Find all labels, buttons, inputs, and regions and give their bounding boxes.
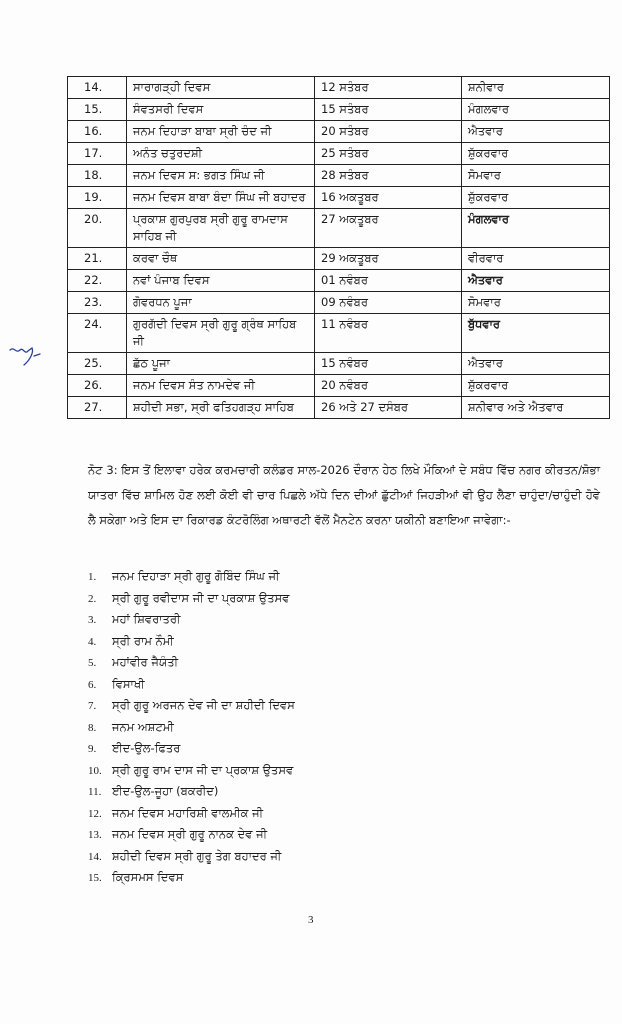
- list-item-number: 11.: [88, 786, 102, 798]
- holiday-name-cell: ਜਨਮ ਦਿਵਸ ਸ: ਭਗਤ ਸਿੰਘ ਜੀ: [127, 165, 315, 187]
- weekday-cell: ਸ਼ਨੀਵਾਰ ਅਤੇ ਐਤਵਾਰ: [462, 397, 610, 419]
- date-cell: 27 ਅਕਤੂਬਰ: [315, 209, 462, 248]
- holiday-name-cell: ਜਨਮ ਦਿਵਸ ਸੰਤ ਨਾਮਦੇਵ ਜੀ: [127, 375, 315, 397]
- date-cell: 09 ਨਵੰਬਰ: [315, 292, 462, 314]
- list-item-number: 15.: [88, 872, 102, 884]
- holiday-name-cell: ਗੁਰਗੱਦੀ ਦਿਵਸ ਸ੍ਰੀ ਗੁਰੂ ਗ੍ਰੰਥ ਸਾਹਿਬ ਜੀ: [127, 314, 315, 353]
- table-row: [68, 353, 610, 375]
- serial-cell: 15.: [68, 99, 127, 121]
- serial-cell: 18.: [68, 165, 127, 187]
- holiday-name-cell: ਜਨਮ ਦਿਵਸ ਬਾਬਾ ਬੰਦਾ ਸਿੰਘ ਜੀ ਬਹਾਦਰ: [127, 187, 315, 209]
- serial-cell: 19.: [68, 187, 127, 209]
- list-item: [88, 738, 295, 760]
- date-cell: 25 ਸਤੰਬਰ: [315, 143, 462, 165]
- list-item-number: 6.: [88, 678, 97, 691]
- list-item-number: 5.: [88, 657, 97, 669]
- serial-cell: 20.: [68, 209, 127, 248]
- date-cell: 29 ਅਕਤੂਬਰ: [315, 248, 462, 270]
- holiday-name-cell: ਛੱਠ ਪੂਜਾ: [127, 353, 315, 375]
- table-row: [68, 292, 610, 314]
- list-item: [88, 781, 295, 803]
- handwritten-signature: [4, 338, 44, 372]
- list-item: [88, 652, 295, 674]
- weekday-cell: ਸ਼ੁੱਕਰਵਾਰ: [462, 187, 610, 209]
- list-item-number: 7.: [88, 700, 97, 712]
- serial-cell: 27.: [68, 397, 127, 419]
- list-item: [88, 674, 295, 696]
- list-item-text: ਸ੍ਰੀ ਗੁਰੂ ਰਾਮ ਦਾਸ ਜੀ ਦਾ ਪ੍ਰਕਾਸ਼ ਉਤਸਵ: [112, 762, 294, 777]
- date-cell: 01 ਨਵੰਬਰ: [315, 270, 462, 292]
- date-cell: 28 ਸਤੰਬਰ: [315, 165, 462, 187]
- list-item-number: 8.: [88, 721, 97, 734]
- weekday-cell: ਸ਼ੁੱਕਰਵਾਰ: [462, 143, 610, 165]
- list-item-text: ਈਦ-ਉਲ-ਜੂਹਾ (ਬਕਰੀਦ): [112, 784, 219, 798]
- list-item-number: 13.: [88, 829, 102, 841]
- table-row: [68, 121, 610, 143]
- table-row: [68, 314, 610, 353]
- list-item: [88, 588, 295, 610]
- serial-cell: 17.: [68, 143, 127, 165]
- list-item: [88, 824, 295, 846]
- weekday-cell: ਸ਼ਨੀਵਾਰ: [462, 77, 610, 99]
- list-item-text: ਸ੍ਰੀ ਗੁਰੂ ਰਵੀਦਾਸ ਜੀ ਦਾ ਪ੍ਰਕਾਸ਼ ਉਤਸਵ: [112, 590, 290, 605]
- serial-cell: 22.: [68, 270, 127, 292]
- list-item-text: ਵਿਸਾਖੀ: [112, 676, 145, 691]
- list-item: [88, 717, 295, 739]
- date-cell: 15 ਸਤੰਬਰ: [315, 99, 462, 121]
- date-cell: 16 ਅਕਤੂਬਰ: [315, 187, 462, 209]
- date-cell: 20 ਨਵੰਬਰ: [315, 375, 462, 397]
- weekday-cell: ਐਤਵਾਰ: [462, 353, 610, 375]
- list-item-text: ਜਨਮ ਅਸ਼ਟਮੀ: [112, 719, 174, 734]
- list-item-number: 2.: [88, 592, 97, 605]
- list-item-number: 9.: [88, 743, 97, 755]
- list-item-number: 10.: [88, 764, 102, 777]
- list-item-number: 12.: [88, 807, 102, 820]
- weekday-cell: ਸੋਮਵਾਰ: [462, 292, 610, 314]
- list-item-text: ਈਦ-ਉਲ-ਫਿਤਰ: [112, 741, 181, 755]
- list-item-text: ਜਨਮ ਦਿਵਸ ਮਹਾਰਿਸ਼ੀ ਵਾਲਮੀਕ ਜੀ: [112, 805, 264, 820]
- table-row: [68, 209, 610, 248]
- list-item: [88, 609, 295, 631]
- list-item: [88, 760, 295, 782]
- serial-cell: 14.: [68, 77, 127, 99]
- serial-cell: 26.: [68, 375, 127, 397]
- occasion-list: [88, 566, 295, 889]
- serial-cell: 25.: [68, 353, 127, 375]
- date-cell: 15 ਨਵੰਬਰ: [315, 353, 462, 375]
- list-item-number: 14.: [88, 850, 102, 863]
- weekday-cell: ਐਤਵਾਰ: [462, 270, 610, 292]
- holiday-name-cell: ਕਰਵਾ ਚੌਥ: [127, 248, 315, 270]
- table-row: [68, 375, 610, 397]
- weekday-cell: ਸੋਮਵਾਰ: [462, 165, 610, 187]
- weekday-cell: ਮੰਗਲਵਾਰ: [462, 99, 610, 121]
- table-row: [68, 165, 610, 187]
- list-item: [88, 846, 295, 868]
- date-cell: 11 ਨਵੰਬਰ: [315, 314, 462, 353]
- weekday-cell: ਬੁੱਧਵਾਰ: [462, 314, 610, 353]
- serial-cell: 16.: [68, 121, 127, 143]
- serial-cell: 23.: [68, 292, 127, 314]
- date-cell: 26 ਅਤੇ 27 ਦਸੰਬਰ: [315, 397, 462, 419]
- table-row: [68, 99, 610, 121]
- table-row: [68, 187, 610, 209]
- weekday-cell: ਐਤਵਾਰ: [462, 121, 610, 143]
- list-item-text: ਕ੍ਰਿਸਮਸ ਦਿਵਸ: [112, 870, 184, 884]
- list-item-text: ਮਹਾਂ ਸ਼ਿਵਰਾਤਰੀ: [112, 612, 181, 626]
- table-row: [68, 270, 610, 292]
- list-item-text: ਸ਼ਹੀਦੀ ਦਿਵਸ ਸ੍ਰੀ ਗੁਰੂ ਤੇਗ ਬਹਾਦਰ ਜੀ: [112, 848, 282, 863]
- list-item-text: ਮਹਾਂਵੀਰ ਜੈਯੰਤੀ: [112, 655, 179, 669]
- weekday-cell: ਵੀਰਵਾਰ: [462, 248, 610, 270]
- holiday-name-cell: ਜਨਮ ਦਿਹਾੜਾ ਬਾਬਾ ਸ੍ਰੀ ਚੰਦ ਜੀ: [127, 121, 315, 143]
- list-item-text: ਜਨਮ ਦਿਹਾੜਾ ਸ੍ਰੀ ਗੁਰੂ ਗੋਬਿੰਦ ਸਿੰਘ ਜੀ: [112, 569, 280, 583]
- holiday-name-cell: ਸੰਵਤਸਰੀ ਦਿਵਸ: [127, 99, 315, 121]
- list-item-number: 4.: [88, 635, 97, 648]
- date-cell: 20 ਸਤੰਬਰ: [315, 121, 462, 143]
- table-row: [68, 143, 610, 165]
- holiday-name-cell: ਗੋਵਰਧਨ ਪੂਜਾ: [127, 292, 315, 314]
- holiday-name-cell: ਨਵਾਂ ਪੰਜਾਬ ਦਿਵਸ: [127, 270, 315, 292]
- holiday-name-cell: ਸਾਰਾਗੜ੍ਹੀ ਦਿਵਸ: [127, 77, 315, 99]
- list-item-number: 3.: [88, 614, 97, 626]
- list-item: [88, 566, 295, 588]
- weekday-cell: ਸ਼ੁੱਕਰਵਾਰ: [462, 375, 610, 397]
- list-item-text: ਜਨਮ ਦਿਵਸ ਸ੍ਰੀ ਗੁਰੂ ਨਾਨਕ ਦੇਵ ਜੀ: [112, 827, 268, 841]
- holiday-name-cell: ਪ੍ਰਕਾਸ਼ ਗੁਰਪੁਰਬ ਸ੍ਰੀ ਗੁਰੂ ਰਾਮਦਾਸ ਸਾਹਿਬ ਜੀ: [127, 209, 315, 248]
- serial-cell: 21.: [68, 248, 127, 270]
- list-item-text: ਸ੍ਰੀ ਗੁਰੂ ਅਰਜਨ ਦੇਵ ਜੀ ਦਾ ਸ਼ਹੀਦੀ ਦਿਵਸ: [112, 698, 295, 712]
- holiday-table-body: [68, 77, 610, 419]
- serial-cell: 24.: [68, 314, 127, 353]
- table-row: [68, 77, 610, 99]
- note-3-paragraph: ਨੋਟ 3: ਇਸ ਤੋਂ ਇਲਾਵਾ ਹਰੇਕ ਕਰਮਚਾਰੀ ਕਲੰਡਰ ਸਾਲ-2026 ਦੌਰਾਨ ਹੇਠ ਲਿਖੇ ਮੌਕਿਆਂ ਦੇ ਸਬੰਧ ਵਿੱਚ ਨਗਰ ਕੀਰਤਨ/ਸ਼ੋਭਾ ਯਾਤਰਾ ਵਿੱਚ ਸ਼ਾਮਿਲ ਹੋਣ ਲਈ ਕੋਈ ਵੀ ਚਾਰ ਪਿਛਲੇ ਅੱਧੇ ਦਿਨ ਦੀਆਂ ਛੁੱਟੀਆਂ ਜਿਹੜੀਆਂ ਵੀ ਉਹ ਲੈਣਾ ਚਾਹੁੰਦਾ/ਚਾਹੁੰਦੀ ਹੋਵੇ ਲੈ ਸਕੇਗਾ ਅਤੇ ਇਸ ਦਾ ਰਿਕਾਰਡ ਕੰਟਰੋਲਿੰਗ ਅਥਾਰਟੀ ਵੱਲੋਂ ਮੈਨਟੇਨ ਕਰਨਾ ਯਕੀਨੀ ਬਣਾਇਆ ਜਾਵੇਗਾ:-: [88, 463, 600, 527]
- list-item: [88, 867, 295, 889]
- list-item: [88, 695, 295, 717]
- holiday-name-cell: ਸ਼ਹੀਦੀ ਸਭਾ, ਸ੍ਰੀ ਫਤਿਹਗੜ੍ਹ ਸਾਹਿਬ: [127, 397, 315, 419]
- page-number: 3: [308, 914, 314, 926]
- holiday-table: [67, 76, 610, 419]
- weekday-cell: ਮੰਗਲਵਾਰ: [462, 209, 610, 248]
- list-item: [88, 631, 295, 653]
- holiday-name-cell: ਅਨੰਤ ਚਤੁਰਦਸ਼ੀ: [127, 143, 315, 165]
- table-row: [68, 397, 610, 419]
- list-item-number: 1.: [88, 571, 97, 583]
- table-row: [68, 248, 610, 270]
- list-item: [88, 803, 295, 825]
- date-cell: 12 ਸਤੰਬਰ: [315, 77, 462, 99]
- list-item-text: ਸ੍ਰੀ ਰਾਮ ਨੌਮੀ: [112, 633, 174, 648]
